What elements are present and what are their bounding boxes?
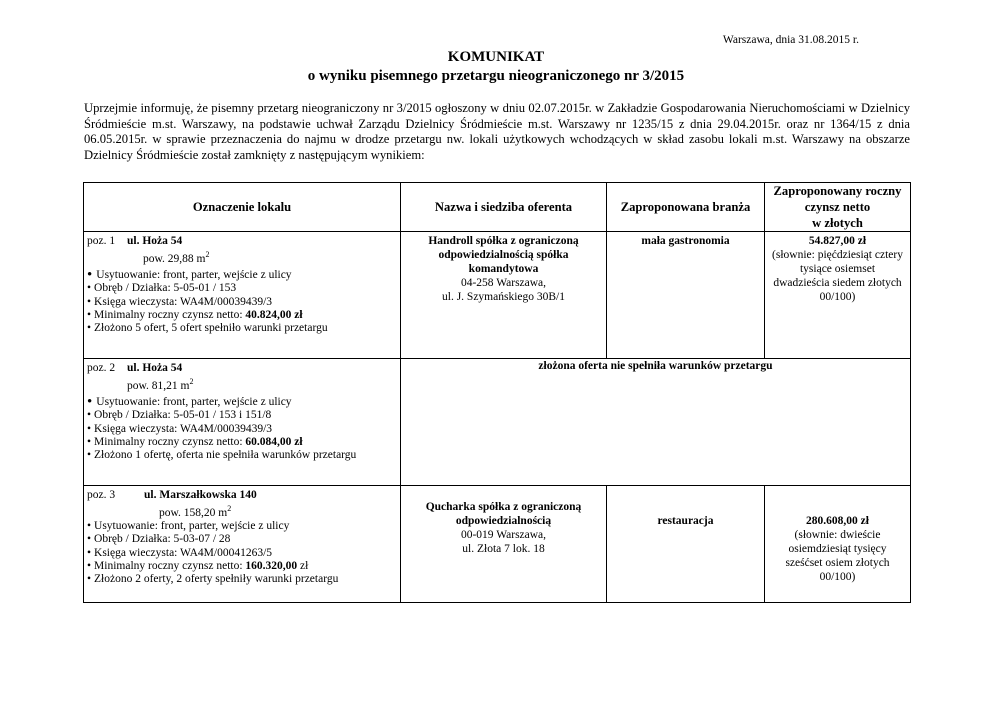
bidder-name-line1: Qucharka spółka z ograniczoną [425,501,582,513]
document-title [0,48,992,86]
lot-area: pow. 158,20 $m^2$ [159,504,232,520]
title-subtitle: o wyniku pisemnego przetargu nieograniczonego nr 3/2015 [307,68,685,84]
bidder-name-line2: odpowiedzialnością spółka [438,249,569,261]
document-date: Warszawa, dnia 31.08.2015 r. [722,34,859,46]
table-header-row [84,183,911,232]
header-rent-line1: Zaproponowany roczny [773,184,902,198]
lot-parcel: • Obręb / Działka: 5-05-01 / 153 i 151/8 [87,409,396,422]
bidder-cell [401,232,607,359]
results-table [83,182,911,603]
rent-cell [765,232,911,359]
lot-offers: • Złożono 1 ofertę, oferta nie spełniła warunków przetargu [87,449,396,462]
industry-cell: mała gastronomia [607,232,765,359]
header-lot: Oznaczenie lokalu [84,183,401,232]
bidder-street: ul. Złota 7 lok. 18 [462,543,545,555]
table-row [84,359,911,486]
lot-street: ul. Marszałkowska 140 [144,489,257,501]
lot-parcel: • Obręb / Działka: 5-05-01 / 153 [87,282,396,295]
header-rent-line3: w złotych [812,216,863,230]
lot-cell [84,486,401,603]
lot-land-register: • Księga wieczysta: WA4M/00041263/5 [87,547,396,560]
header-rent-line2: czynsz netto [804,200,871,214]
bidder-street: ul. J. Szymańskiego 30B/1 [442,291,565,303]
lot-parcel: • Obręb / Działka: 5-03-07 / 28 [87,533,396,546]
rent-amount: 280.608,00 zł [806,515,869,527]
lot-offers: • Złożono 2 oferty, 2 oferty spełniły warunki przetargu [87,573,396,586]
lot-heading [87,489,396,502]
rent-in-words: (słownie: pięćdziesiąt cztery tysiące osiemset dwadzieścia siedem złotych 00/100) [772,249,903,303]
lot-number: poz. 1 [87,235,116,247]
lot-street: ul. Hoża 54 [127,235,183,247]
result-cell: złożona oferta nie spełniła warunków przetargu [401,359,911,486]
lot-min-rent: • Minimalny roczny czynsz netto: 60.084,00 zł [87,436,396,449]
rent-cell [765,486,911,603]
lot-street: ul. Hoża 54 [127,362,183,374]
lot-land-register: • Księga wieczysta: WA4M/00039439/3 [87,296,396,309]
lot-land-register: • Księga wieczysta: WA4M/00039439/3 [87,423,396,436]
bidder-name-line2: odpowiedzialnością [455,515,552,527]
lot-number: poz. 3 [87,489,116,501]
lot-heading [87,362,396,375]
lot-cell [84,359,401,486]
lot-heading [87,235,396,248]
lot-location: • Usytuowanie: front, parter, wejście z ulicy [87,269,396,282]
lot-cell [84,232,401,359]
bidder-city: 04-258 Warszawa, [460,277,547,289]
header-rent [765,183,911,232]
lot-offers: • Złożono 5 ofert, 5 ofert spełniło warunki przetargu [87,322,396,335]
header-bidder: Nazwa i siedziba oferenta [401,183,607,232]
lot-location: • Usytuowanie: front, parter, wejście z ulicy [87,520,396,533]
rent-in-words: (słownie: dwieście osiemdziesiąt tysięcy sześćset osiem złotych 00/100) [785,529,890,583]
lot-location: • Usytuowanie: front, parter, wejście z ulicy [87,396,396,409]
intro-paragraph: Uprzejmie informuję, że pisemny przetarg nieograniczony nr 3/2015 ogłoszony w dniu 02.07.2015r. w Zakładzie Gospodarowania Nieruchomościami w Dzielnicy Śródmieście m.st. Warszawy, na podstawie uchwał Zarządu Dzielnicy Śródmieście m.st. Warszawy nr 1235/15 z dnia 29.04.2015r. oraz nr 1364/15 z dnia 06.05.2015r. w sprawie przeznaczenia do najmu w drodze przetargu nw. lokali użytkowych wchodzących w skład zasobu lokali m.st. Warszawy na obszarze Dzielnicy Śródmieście został zamknięty z następującym wynikiem: [84,101,910,163]
lot-min-rent: • Minimalny roczny czynsz netto: 40.824,00 zł [87,309,396,322]
bidder-name-line1: Handroll spółka z ograniczoną [428,235,579,247]
lot-area: pow. 81,21 $m^2$ [127,377,194,393]
header-industry: Zaproponowana branża [607,183,765,232]
bidder-name-line3: komandytowa [468,263,539,275]
table-row [84,232,911,359]
industry-cell: restauracja [607,486,765,603]
lot-min-rent: • Minimalny roczny czynsz netto: 160.320,00 zł [87,560,396,573]
lot-area: pow. 29,88 $m^2$ [143,250,210,266]
rent-amount: 54.827,00 zł [808,235,867,247]
bidder-city: 00-019 Warszawa, [460,529,547,541]
lot-number: poz. 2 [87,362,116,374]
title-main: KOMUNIKAT [447,49,545,65]
table-row [84,486,911,603]
bidder-cell [401,486,607,603]
